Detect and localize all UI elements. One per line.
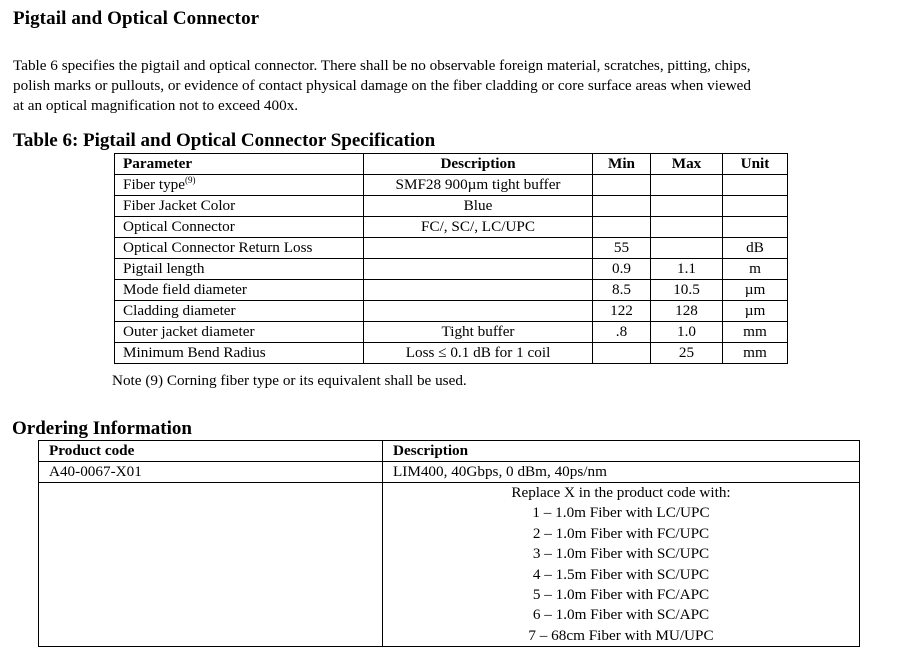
table-row <box>115 217 788 238</box>
list-item: 2 – 1.0m Fiber with FC/UPC <box>532 524 710 542</box>
header-description: Description <box>364 154 593 175</box>
parameter-cell: Optical Connector <box>115 217 364 238</box>
footnote-ref: (9) <box>185 174 196 185</box>
min-cell <box>593 196 651 217</box>
table-row <box>115 343 788 364</box>
min-cell: 55 <box>593 238 651 259</box>
table-row <box>115 259 788 280</box>
section-title: Pigtail and Optical Connector <box>13 8 260 29</box>
unit-cell: m <box>723 259 788 280</box>
intro-line: Table 6 specifies the pigtail and optical connector. There shall be no observable foreign material, scratches, pitting, chips, <box>13 57 751 74</box>
ordering-title: Ordering Information <box>12 418 192 439</box>
min-cell: 8.5 <box>593 280 651 301</box>
header-product-code: Product code <box>39 441 383 462</box>
description-cell <box>364 238 593 259</box>
list-item: 1 – 1.0m Fiber with LC/UPC <box>532 504 710 522</box>
unit-cell: dB <box>723 238 788 259</box>
replace-options <box>383 483 860 647</box>
min-cell <box>593 175 651 196</box>
min-cell: 122 <box>593 301 651 322</box>
list-item: 6 – 1.0m Fiber with SC/APC <box>532 606 710 624</box>
parameter-cell: Fiber Jacket Color <box>115 196 364 217</box>
max-cell: 1.1 <box>651 259 723 280</box>
empty-cell <box>39 483 383 647</box>
max-cell: 1.0 <box>651 322 723 343</box>
table-note: Note (9) Corning fiber type or its equivalent shall be used. <box>112 372 467 389</box>
unit-cell <box>723 175 788 196</box>
unit-cell: mm <box>723 343 788 364</box>
product-code: A40-0067-X01 <box>39 462 383 483</box>
header-unit: Unit <box>723 154 788 175</box>
parameter-cell: Cladding diameter <box>115 301 364 322</box>
max-cell <box>651 238 723 259</box>
intro-line: at an optical magnification not to exceed 400x. <box>13 96 299 114</box>
header-order-description: Description <box>383 441 860 462</box>
header-max: Max <box>651 154 723 175</box>
unit-cell: µm <box>723 301 788 322</box>
spec-table <box>114 153 788 364</box>
table-row <box>39 483 860 647</box>
description-cell: Blue <box>364 196 593 217</box>
parameter-cell: Minimum Bend Radius <box>115 343 364 364</box>
unit-cell: µm <box>723 280 788 301</box>
description-cell: Loss ≤ 0.1 dB for 1 coil <box>364 343 593 364</box>
header-min: Min <box>593 154 651 175</box>
header-parameter: Parameter <box>115 154 364 175</box>
description-cell <box>364 301 593 322</box>
description-cell <box>364 280 593 301</box>
intro-paragraph <box>13 56 893 115</box>
intro-line: polish marks or pullouts, or evidence of contact physical damage on the fiber cladding or core surface areas when viewed <box>13 76 752 94</box>
table-row <box>115 301 788 322</box>
unit-cell <box>723 217 788 238</box>
min-cell: .8 <box>593 322 651 343</box>
table-row <box>115 238 788 259</box>
parameter-cell: Pigtail length <box>115 259 364 280</box>
list-item: 7 – 68cm Fiber with MU/UPC <box>528 626 714 644</box>
list-item: 4 – 1.5m Fiber with SC/UPC <box>532 565 710 583</box>
table-row <box>115 280 788 301</box>
unit-cell <box>723 196 788 217</box>
description-cell <box>364 259 593 280</box>
list-item: 5 – 1.0m Fiber with FC/APC <box>532 585 710 603</box>
description-cell: Tight buffer <box>364 322 593 343</box>
max-cell <box>651 196 723 217</box>
max-cell <box>651 217 723 238</box>
min-cell <box>593 343 651 364</box>
parameter-cell: Mode field diameter <box>115 280 364 301</box>
order-table <box>38 440 860 647</box>
description-cell: FC/, SC/, LC/UPC <box>364 217 593 238</box>
min-cell: 0.9 <box>593 259 651 280</box>
parameter-cell: Fiber type$^{(9)}$ <box>115 175 364 196</box>
min-cell <box>593 217 651 238</box>
list-item: 3 – 1.0m Fiber with SC/UPC <box>532 545 710 563</box>
unit-cell: mm <box>723 322 788 343</box>
spec-header-row <box>115 154 788 175</box>
list-item: Replace X in the product code with: <box>511 484 731 501</box>
order-header-row <box>39 441 860 462</box>
max-cell <box>651 175 723 196</box>
table-row <box>115 322 788 343</box>
table-row <box>39 462 860 483</box>
description-cell: SMF28 900µm tight buffer <box>364 175 593 196</box>
table-row <box>115 196 788 217</box>
max-cell: 128 <box>651 301 723 322</box>
product-description: LIM400, 40Gbps, 0 dBm, 40ps/nm <box>383 462 860 483</box>
table-row <box>115 175 788 196</box>
max-cell: 10.5 <box>651 280 723 301</box>
table-caption: Table 6: Pigtail and Optical Connector Specification <box>13 130 436 151</box>
max-cell: 25 <box>651 343 723 364</box>
parameter-cell: Optical Connector Return Loss <box>115 238 364 259</box>
parameter-cell: Outer jacket diameter <box>115 322 364 343</box>
